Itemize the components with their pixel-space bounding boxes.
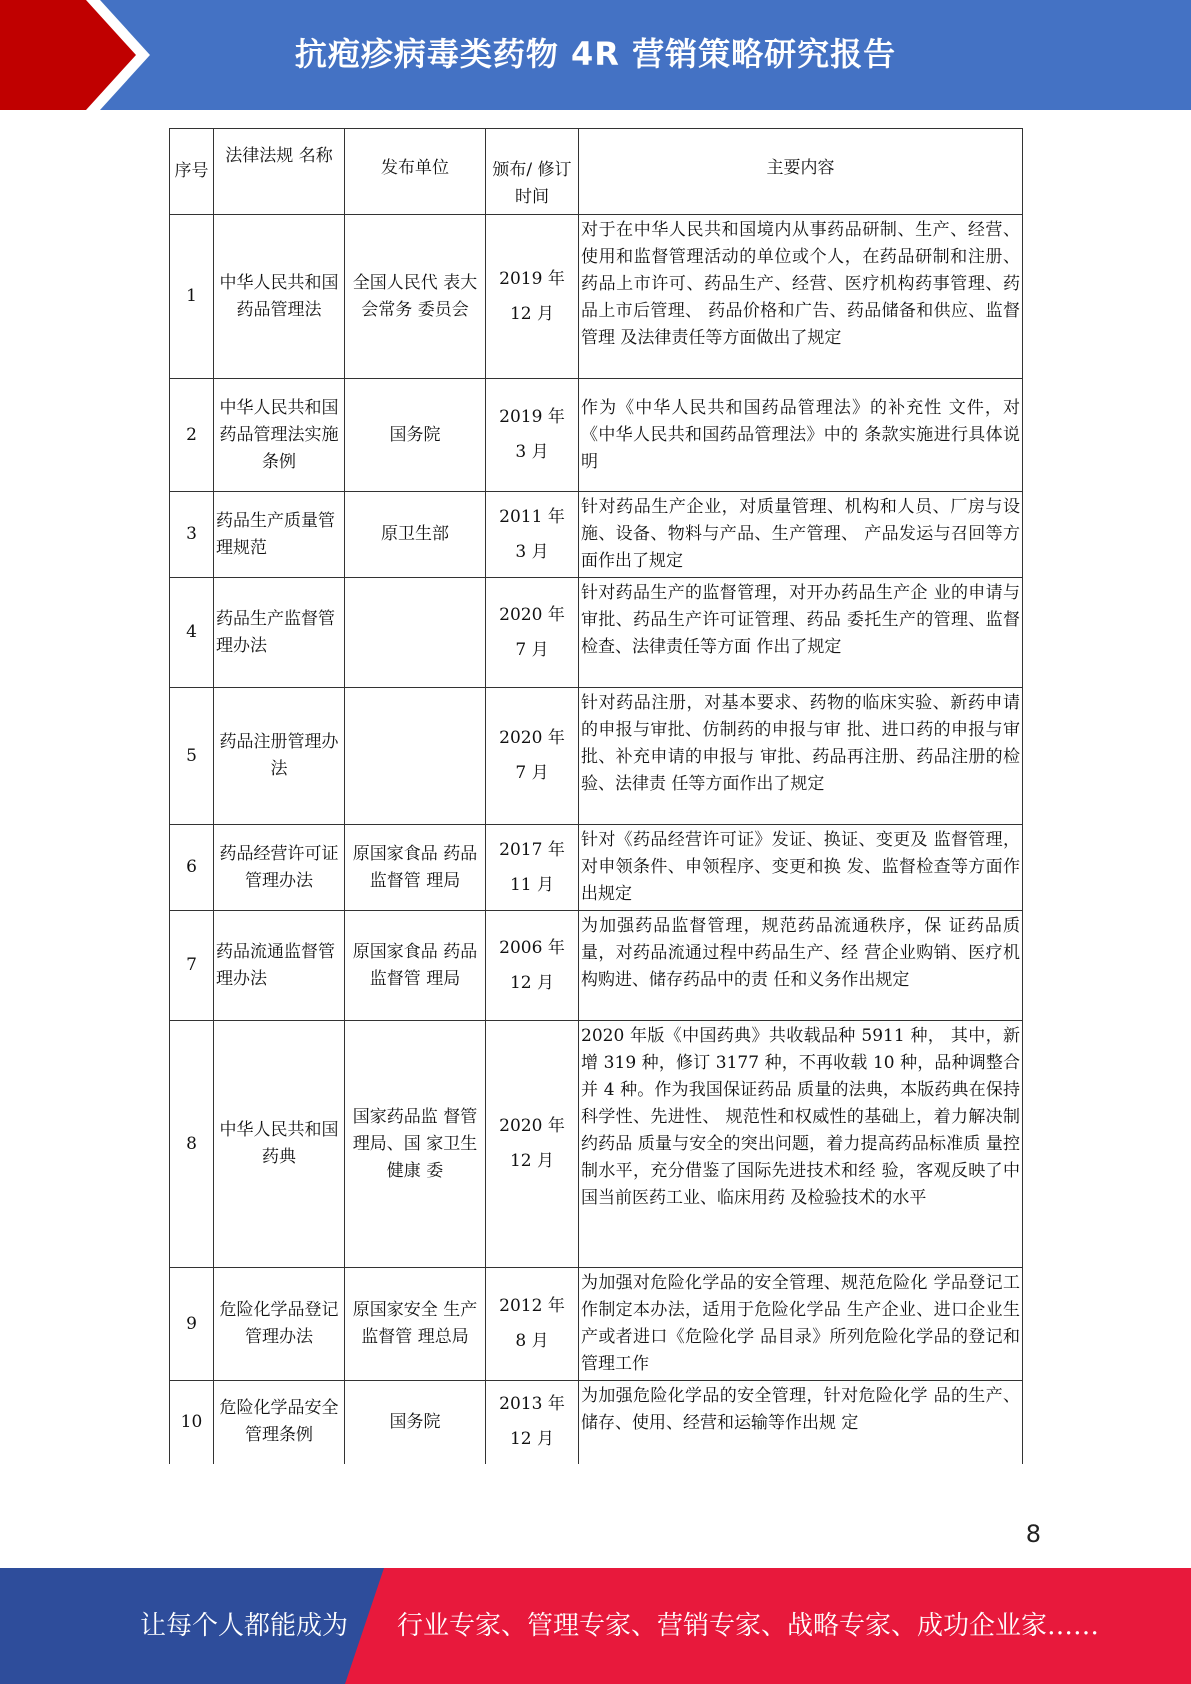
row-date — [486, 379, 579, 492]
table-row — [170, 215, 1023, 379]
row-date — [486, 1021, 579, 1268]
row-date — [486, 688, 579, 825]
row-name: 药品生产质量管理规范 — [214, 492, 345, 578]
row-index: 4 — [170, 578, 214, 688]
row-publisher — [345, 578, 486, 688]
row-publisher: 原国家食品 药品监督管 理局 — [345, 825, 486, 911]
row-date-month: 12 月 — [509, 1429, 555, 1450]
row-date-year: 2019 年 — [499, 268, 565, 289]
row-date-year: 2006 年 — [499, 937, 565, 958]
row-name: 中华人民共和国药品管理法 — [214, 215, 345, 379]
row-content: 针对药品生产企业，对质量管理、机构和人员、厂房与设施、设备、物料与产品、生产管理、 产品发运与召回等方面作出了规定 — [579, 492, 1023, 578]
row-date — [486, 1381, 579, 1464]
row-index: 9 — [170, 1268, 214, 1381]
row-content: 针对药品注册，对基本要求、药物的临床实验、新药申请的申报与审批、仿制药的申报与审 批、进口药的申报与审批、补充申请的申报与 审批、药品再注册、药品注册的检验、法律责 任等方面作出了规定 — [579, 688, 1023, 825]
row-date-month: 7 月 — [515, 763, 549, 783]
row-name: 药品流通监督管理办法 — [214, 911, 345, 1021]
table-row — [170, 911, 1023, 1021]
row-name: 危险化学品登记管理办法 — [214, 1268, 345, 1381]
row-publisher: 全国人民代 表大会常务 委员会 — [345, 215, 486, 379]
table-row — [170, 825, 1023, 911]
report-title: 抗疱疹病毒类药物 4R 营销策略研究报告 — [294, 35, 897, 73]
row-content: 2020 年版《中国药典》共收载品种 5911 种， 其中，新增 319 种，修订 3177 种，不再收载 10 种，品种调整合并 4 种。作为我国保证药品 质量的法典，本版药典在保持科学性、先进性、 规范性和权威性的基础上，着力解决制约药品 质量与安全的突出问题，着力提高药品标准质 量控制水平，充分借鉴了国际先进技术和经 验，客观反映了中国当前医药工业、临床用药 及检验技术的水平 — [579, 1021, 1023, 1268]
row-date — [486, 1268, 579, 1381]
row-index: 2 — [170, 379, 214, 492]
table-row — [170, 492, 1023, 578]
header-date: 颁布/ 修订 时间 — [486, 129, 579, 215]
row-content: 对于在中华人民共和国境内从事药品研制、生产、经营、使用和监督管理活动的单位或个人，在药品研制和注册、药品上市许可、药品生产、经营、医疗机构药事管理、药品上市后管理、 药品价格和广告、药品储备和供应、监督管理 及法律责任等方面做出了规定 — [579, 215, 1023, 379]
row-index: 10 — [170, 1381, 214, 1464]
row-name: 中华人民共和国药典 — [214, 1021, 345, 1268]
row-content: 为加强药品监督管理，规范药品流通秩序，保 证药品质量，对药品流通过程中药品生产、经 营企业购销、医疗机构购进、储存药品中的责 任和义务作出规定 — [579, 911, 1023, 1021]
row-content: 作为《中华人民共和国药品管理法》的补充性 文件，对《中华人民共和国药品管理法》中的 条款实施进行具体说明 — [579, 379, 1023, 492]
row-date-month: 3 月 — [515, 541, 549, 562]
page-number: 8 — [1025, 1520, 1041, 1548]
row-publisher: 原国家安全 生产监督管 理总局 — [345, 1268, 486, 1381]
row-date-year: 2020 年 — [499, 604, 565, 625]
row-date-month: 7 月 — [515, 639, 549, 660]
footer-banner — [0, 1568, 1191, 1684]
footer-slogan-left: 让每个人都能成为 — [140, 1611, 349, 1641]
row-publisher: 国家药品监 督管理局、国 家卫生健康 委 — [345, 1021, 486, 1268]
row-date — [486, 215, 579, 379]
row-index: 1 — [170, 215, 214, 379]
row-date-year: 2020 年 — [499, 728, 565, 748]
header-name: 法律法规 名称 — [214, 129, 345, 215]
row-date-month: 12 月 — [509, 1151, 555, 1171]
row-date-year: 2011 年 — [499, 506, 565, 527]
row-date — [486, 578, 579, 688]
table-row — [170, 1021, 1023, 1268]
row-date-year: 2017 年 — [499, 839, 565, 860]
row-index: 3 — [170, 492, 214, 578]
row-content: 针对药品生产的监督管理，对开办药品生产企 业的申请与审批、药品生产许可证管理、药品 委托生产的管理、监督检查、法律责任等方面 作出了规定 — [579, 578, 1023, 688]
table-row — [170, 379, 1023, 492]
row-date-month: 12 月 — [509, 972, 555, 993]
table-row — [170, 578, 1023, 688]
row-name: 药品注册管理办法 — [214, 688, 345, 825]
table-row — [170, 1268, 1023, 1381]
footer-slogan-right: 行业专家、管理专家、营销专家、战略专家、成功企业家…… — [397, 1611, 1100, 1641]
row-date-year: 2019 年 — [499, 407, 565, 427]
row-date-month: 12 月 — [509, 303, 555, 324]
row-index: 5 — [170, 688, 214, 825]
row-index: 8 — [170, 1021, 214, 1268]
row-index: 7 — [170, 911, 214, 1021]
row-date-year: 2012 年 — [499, 1296, 565, 1316]
row-content: 为加强对危险化学品的安全管理、规范危险化 学品登记工作制定本办法，适用于危险化学品 生产企业、进口企业生产或者进口《危险化学 品目录》所列危险化学品的登记和管理工作 — [579, 1268, 1023, 1381]
regulations-table — [169, 128, 1023, 1464]
row-publisher: 原国家食品 药品监督管 理局 — [345, 911, 486, 1021]
row-publisher — [345, 688, 486, 825]
table-header-row — [170, 129, 1023, 215]
row-publisher: 国务院 — [345, 1381, 486, 1464]
row-name: 药品经营许可证管理办法 — [214, 825, 345, 911]
header-index: 序号 — [170, 129, 214, 215]
table-row — [170, 1381, 1023, 1464]
header-content: 主要内容 — [579, 129, 1023, 215]
row-content: 为加强危险化学品的安全管理，针对危险化学 品的生产、储存、使用、经营和运输等作出规 定 — [579, 1381, 1023, 1464]
row-publisher: 原卫生部 — [345, 492, 486, 578]
row-date — [486, 911, 579, 1021]
row-publisher: 国务院 — [345, 379, 486, 492]
header-banner — [0, 0, 1191, 110]
row-name: 危险化学品安全管理条例 — [214, 1381, 345, 1464]
row-date-year: 2013 年 — [499, 1394, 565, 1415]
row-date-month: 3 月 — [515, 442, 549, 462]
row-date-year: 2020 年 — [499, 1116, 565, 1136]
row-name: 药品生产监督管理办法 — [214, 578, 345, 688]
row-name: 中华人民共和国药品管理法实施条例 — [214, 379, 345, 492]
row-date-month: 11 月 — [509, 874, 555, 895]
row-date-month: 8 月 — [515, 1331, 549, 1351]
header-publisher: 发布单位 — [345, 129, 486, 215]
table-row — [170, 688, 1023, 825]
row-index: 6 — [170, 825, 214, 911]
row-date — [486, 492, 579, 578]
row-date — [486, 825, 579, 911]
row-content: 针对《药品经营许可证》发证、换证、变更及 监督管理，对申领条件、申领程序、变更和换 发、监督检查等方面作出规定 — [579, 825, 1023, 911]
